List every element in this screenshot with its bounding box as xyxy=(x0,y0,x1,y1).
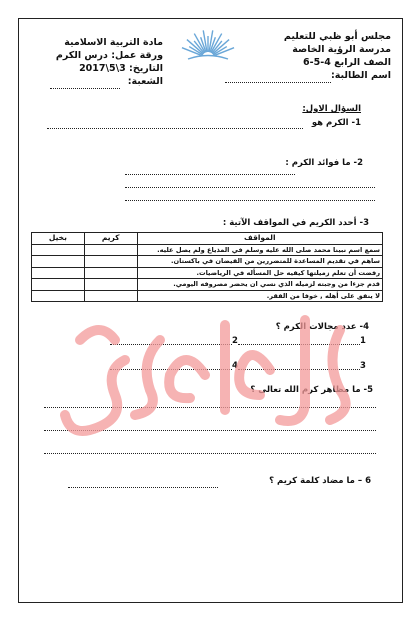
q1-answer-line[interactable] xyxy=(47,128,303,129)
situation-cell: ساهم في تقديم المساعدة للمتضررين من الفيضان في باكستان. xyxy=(137,256,382,268)
stingy-cell[interactable] xyxy=(32,267,85,279)
q6-answer-line[interactable] xyxy=(68,487,218,488)
table-row xyxy=(32,267,383,279)
q2-title: 2- ما فوائد الكرم : xyxy=(285,158,363,168)
table-row xyxy=(32,256,383,268)
subject-label: مادة التربية الاسلامية xyxy=(64,37,163,48)
col-generous: كريم xyxy=(84,233,137,245)
council-name: مجلس أبو ظبي للتعليم xyxy=(283,31,391,42)
table-header-row xyxy=(32,233,383,245)
stingy-cell[interactable] xyxy=(32,244,85,256)
school-name: مدرسة الرؤية الخاصة xyxy=(292,44,391,55)
q6-title: 6 – ما مضاد كلمة كريم ؟ xyxy=(269,476,371,486)
col-stingy: بخيل xyxy=(32,233,85,245)
situation-cell: سمع اسم نبينا محمد صلى الله عليه وسلم في المذياع ولم يصل عليه. xyxy=(137,244,382,256)
watermark-signature xyxy=(40,300,370,460)
q4-num-1: 1 xyxy=(360,336,366,346)
q1-item: 1- الكرم هو xyxy=(311,118,361,128)
section-label: الشعبة: xyxy=(127,76,163,87)
situation-cell: لا ينفق على أهله , خوفا من الفقر. xyxy=(137,290,382,302)
student-name-line[interactable] xyxy=(225,82,331,83)
council-logo xyxy=(178,26,238,62)
q4-num-4: 4 xyxy=(232,361,238,371)
worksheet-title: ورقة عمل: درس الكرم xyxy=(55,50,163,61)
generous-cell[interactable] xyxy=(84,267,137,279)
attitudes-table xyxy=(31,232,383,302)
q2-answer-line-3[interactable] xyxy=(125,200,375,201)
generous-cell[interactable] xyxy=(84,256,137,268)
q3-title: 3- أحدد الكريم في المواقف الآتية : xyxy=(222,218,369,228)
table-row xyxy=(32,279,383,291)
q1-title: السؤال الاول: xyxy=(302,104,361,114)
col-situations: المواقف xyxy=(137,233,382,245)
q2-answer-line-1[interactable] xyxy=(125,174,295,175)
stingy-cell[interactable] xyxy=(32,279,85,291)
student-name-label: اسم الطالبة: xyxy=(330,70,391,81)
q5-title: 5- ما مظاهر كرم الله تعالى ؟ xyxy=(250,385,373,395)
situation-cell: رفضت أن تعلم زميلتها كيفيه حل المسأله في الرياضيات. xyxy=(137,267,382,279)
q4-num-2: 2 xyxy=(232,336,238,346)
situation-cell: قدم جزءا من وجبته لزميله الذي نسي ان يحضر مصروفه اليومي. xyxy=(137,279,382,291)
q2-answer-line-2[interactable] xyxy=(125,187,375,188)
generous-cell[interactable] xyxy=(84,244,137,256)
grade-label: الصف الرابع 4-5-6 xyxy=(303,57,391,68)
generous-cell[interactable] xyxy=(84,279,137,291)
table-row xyxy=(32,244,383,256)
section-line[interactable] xyxy=(50,88,120,89)
q4-title: 4- عدد مجالات الكرم ؟ xyxy=(275,322,369,332)
stingy-cell[interactable] xyxy=(32,256,85,268)
date-label: التاريخ: 3\5\2017 xyxy=(79,63,163,74)
q4-num-3: 3 xyxy=(360,361,366,371)
